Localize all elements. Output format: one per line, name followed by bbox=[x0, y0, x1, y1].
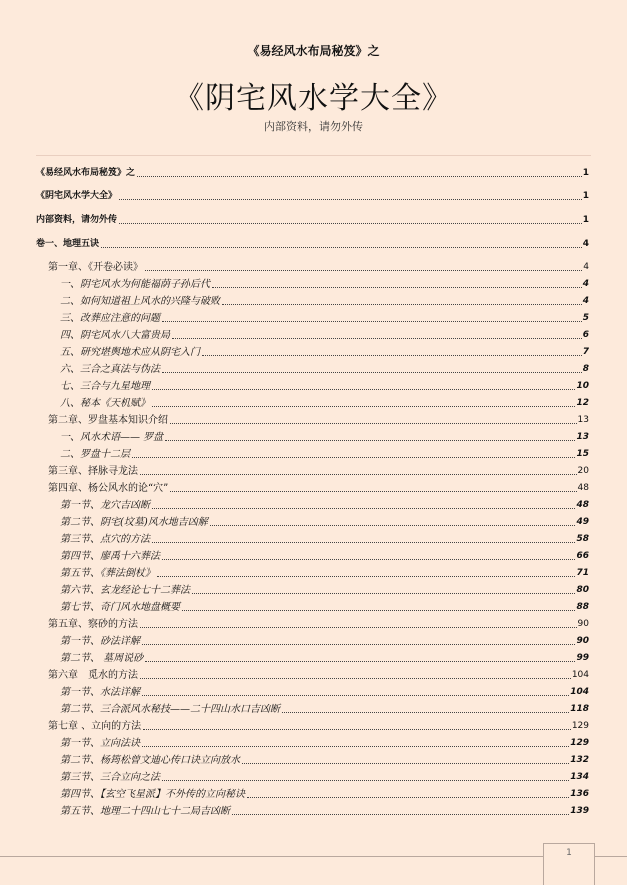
toc-entry-page: 139 bbox=[570, 806, 589, 816]
toc-dot-leader bbox=[222, 304, 582, 305]
toc-entry-title: 二、如何知道祖上风水的兴隆与破败 bbox=[60, 296, 220, 307]
toc-entry-page: 136 bbox=[570, 789, 589, 799]
toc-entry-page: 8 bbox=[582, 364, 589, 374]
toc-entry[interactable] bbox=[36, 568, 589, 579]
toc-entry[interactable] bbox=[36, 483, 589, 494]
toc-entry-page: 10 bbox=[576, 381, 589, 391]
toc-entry[interactable] bbox=[36, 585, 589, 596]
toc-dot-leader bbox=[143, 729, 571, 730]
page-number-tab bbox=[543, 843, 595, 885]
toc-entry-title: 第七章 、立向的方法 bbox=[48, 721, 142, 732]
toc-entry[interactable] bbox=[36, 738, 589, 749]
toc-entry[interactable] bbox=[36, 806, 589, 817]
toc-dot-leader bbox=[170, 423, 577, 424]
toc-entry-title: 第四章、杨公风水的论“穴” bbox=[48, 483, 169, 494]
main-title: 《阴宅风水学大全》 bbox=[174, 81, 453, 116]
toc-dot-leader bbox=[140, 678, 571, 679]
toc-entry-page: 15 bbox=[576, 449, 589, 459]
toc-entry[interactable] bbox=[36, 313, 589, 324]
toc-entry-page: 4 bbox=[582, 296, 589, 306]
toc-entry-title: 三、改葬应注意的问题 bbox=[60, 313, 160, 324]
toc-dot-leader bbox=[140, 627, 577, 628]
toc-entry-title: 卷一、地理五诀 bbox=[36, 239, 100, 249]
toc-entry-page: 1 bbox=[582, 215, 589, 225]
toc-dot-leader bbox=[162, 780, 569, 781]
toc-dot-leader bbox=[119, 199, 582, 200]
toc-entry-page: 13 bbox=[577, 415, 589, 425]
toc-entry-title: 二、罗盘十二层 bbox=[60, 449, 130, 460]
toc-entry[interactable] bbox=[36, 704, 589, 715]
toc-entry-page: 1 bbox=[582, 168, 589, 178]
toc-entry[interactable] bbox=[36, 279, 589, 290]
toc-dot-leader bbox=[145, 661, 575, 662]
toc-entry-page: 134 bbox=[570, 772, 589, 782]
toc-entry[interactable] bbox=[36, 602, 589, 613]
toc-entry-title: 第三节、三合立向之法 bbox=[60, 772, 160, 783]
toc-entry[interactable] bbox=[36, 215, 589, 226]
toc-dot-leader bbox=[152, 406, 575, 407]
toc-entry[interactable] bbox=[36, 551, 589, 562]
toc-entry[interactable] bbox=[36, 347, 589, 358]
toc-entry-page: 20 bbox=[577, 466, 589, 476]
toc-dot-leader bbox=[162, 559, 575, 560]
toc-entry[interactable] bbox=[36, 636, 589, 647]
toc-entry-page: 132 bbox=[570, 755, 589, 765]
toc-entry-page: 104 bbox=[571, 670, 589, 680]
toc-entry-title: 一、阴宅风水为何能福荫子孙后代 bbox=[60, 279, 210, 290]
toc-entry[interactable] bbox=[36, 398, 589, 409]
toc-entry-title: 第六章 觅水的方法 bbox=[48, 670, 138, 681]
toc-entry-page: 4 bbox=[583, 262, 589, 272]
toc-dot-leader bbox=[137, 176, 582, 177]
toc-entry[interactable] bbox=[36, 364, 589, 375]
toc-entry-title: 第五节、《葬法倒杖》 bbox=[60, 568, 155, 579]
toc-entry-title: 第二节、三合派风水秘技——二十四山水口吉凶断 bbox=[60, 704, 280, 715]
toc-dot-leader bbox=[162, 372, 582, 373]
toc-dot-leader bbox=[202, 355, 582, 356]
toc-entry-page: 66 bbox=[576, 551, 589, 561]
toc-entry-page: 58 bbox=[576, 534, 589, 544]
toc-entry[interactable] bbox=[36, 432, 589, 443]
toc-entry-page: 104 bbox=[570, 687, 589, 697]
toc-entry[interactable] bbox=[36, 381, 589, 392]
toc-entry-page: 13 bbox=[576, 432, 589, 442]
toc-dot-leader bbox=[140, 474, 577, 475]
toc-entry-title: 第二节、 墓周说砂 bbox=[60, 653, 144, 664]
toc-entry-page: 48 bbox=[577, 483, 589, 493]
toc-entry-page: 12 bbox=[576, 398, 589, 408]
toc-entry-title: 第五章、察砂的方法 bbox=[48, 619, 138, 630]
toc-entry-page: 7 bbox=[582, 347, 589, 357]
toc-dot-leader bbox=[142, 644, 575, 645]
toc-entry-title: 第七节、奇门风水地盘概要 bbox=[60, 602, 180, 613]
header-divider bbox=[36, 155, 591, 156]
toc-dot-leader bbox=[247, 797, 569, 798]
toc-dot-leader bbox=[170, 491, 576, 492]
toc-entry-page: 71 bbox=[576, 568, 589, 578]
toc-dot-leader bbox=[232, 814, 569, 815]
toc-entry[interactable] bbox=[36, 687, 589, 698]
toc-entry[interactable] bbox=[36, 534, 589, 545]
toc-entry-page: 49 bbox=[576, 517, 589, 527]
toc-entry[interactable] bbox=[36, 772, 589, 783]
toc-dot-leader bbox=[152, 508, 575, 509]
toc-entry-title: 《易经风水布局秘笈》之 bbox=[36, 168, 136, 178]
toc-entry[interactable] bbox=[36, 330, 589, 341]
toc-entry[interactable] bbox=[36, 466, 589, 477]
toc-entry-page: 80 bbox=[576, 585, 589, 595]
toc-entry[interactable] bbox=[36, 449, 589, 460]
toc-dot-leader bbox=[165, 440, 575, 441]
toc-entry-title: 第一节、砂法详解 bbox=[60, 636, 140, 647]
toc-dot-leader bbox=[152, 542, 575, 543]
toc-entry-title: 内部资料，请勿外传 bbox=[36, 215, 118, 225]
toc-entry[interactable] bbox=[36, 500, 589, 511]
toc-entry[interactable] bbox=[36, 168, 589, 179]
toc-dot-leader bbox=[282, 712, 569, 713]
toc-entry-title: 第四节、【玄空飞星派】不外传的立向秘诀 bbox=[60, 789, 245, 800]
toc-dot-leader bbox=[210, 525, 576, 526]
toc-entry-title: 一、风水术语—— 罗盘 bbox=[60, 432, 164, 443]
toc-entry-title: 四、阴宅风水八大富贵局 bbox=[60, 330, 170, 341]
toc-entry-title: 第五节、地理二十四山七十二局吉凶断 bbox=[60, 806, 230, 817]
toc-entry[interactable] bbox=[36, 517, 589, 528]
page-number: 1 bbox=[566, 848, 572, 858]
toc-entry-title: 第二章、罗盘基本知识介绍 bbox=[48, 415, 168, 426]
toc-entry[interactable] bbox=[36, 262, 589, 273]
toc-entry-title: 第六节、玄龙经论七十二葬法 bbox=[60, 585, 190, 596]
toc-entry-title: 第二节、杨筠松曾文迪心传口诀立向放水 bbox=[60, 755, 240, 766]
toc-entry-title: 七、三合与九星地理 bbox=[60, 381, 150, 392]
toc-dot-leader bbox=[157, 576, 575, 577]
toc-dot-leader bbox=[142, 695, 569, 696]
toc-entry[interactable] bbox=[36, 789, 589, 800]
toc-entry-page: 1 bbox=[582, 191, 589, 201]
toc-dot-leader bbox=[242, 763, 569, 764]
toc-entry[interactable] bbox=[36, 670, 589, 681]
toc-entry-title: 六、三合之真法与伪法 bbox=[60, 364, 160, 375]
footer-divider bbox=[0, 856, 627, 857]
toc-entry-page: 118 bbox=[570, 704, 589, 714]
toc-dot-leader bbox=[101, 247, 582, 248]
toc-dot-leader bbox=[119, 223, 582, 224]
series-title: 《易经风水布局秘笈》之 bbox=[247, 44, 380, 58]
toc-entry-page: 90 bbox=[577, 619, 589, 629]
toc-dot-leader bbox=[132, 457, 575, 458]
toc-entry-title: 第三章、择脉寻龙法 bbox=[48, 466, 138, 477]
toc-entry-title: 第一章、《开卷必读》 bbox=[48, 262, 143, 273]
toc-entry-page: 90 bbox=[576, 636, 589, 646]
toc-dot-leader bbox=[152, 389, 575, 390]
toc-dot-leader bbox=[212, 287, 582, 288]
toc-entry-title: 五、研究堪舆地术应从阴宅入门 bbox=[60, 347, 200, 358]
toc-entry-page: 6 bbox=[582, 330, 589, 340]
toc-entry[interactable] bbox=[36, 239, 589, 250]
toc-entry-page: 5 bbox=[582, 313, 589, 323]
toc-entry-title: 八、秘本《天机赋》 bbox=[60, 398, 150, 409]
toc-dot-leader bbox=[192, 593, 575, 594]
toc-entry-title: 第一节、水法详解 bbox=[60, 687, 140, 698]
subtitle: 内部资料，请勿外传 bbox=[264, 120, 363, 133]
toc-entry[interactable] bbox=[36, 191, 589, 202]
toc-entry-page: 129 bbox=[570, 738, 589, 748]
toc-entry-title: 第一节、龙穴吉凶断 bbox=[60, 500, 150, 511]
toc-entry[interactable] bbox=[36, 721, 589, 732]
toc-entry-page: 4 bbox=[582, 239, 589, 249]
toc-entry[interactable] bbox=[36, 755, 589, 766]
toc-entry[interactable] bbox=[36, 415, 589, 426]
toc-entry[interactable] bbox=[36, 653, 589, 664]
toc-entry[interactable] bbox=[36, 296, 589, 307]
toc-dot-leader bbox=[182, 610, 575, 611]
toc-dot-leader bbox=[142, 746, 569, 747]
toc-entry-page: 88 bbox=[576, 602, 589, 612]
toc-entry-title: 第二节、阴宅(坟墓)风水地吉凶解 bbox=[60, 517, 208, 528]
toc-entry-page: 129 bbox=[571, 721, 589, 731]
toc-dot-leader bbox=[145, 270, 582, 271]
toc-dot-leader bbox=[172, 338, 582, 339]
toc-dot-leader bbox=[162, 321, 582, 322]
toc-entry-title: 第三节、点穴的方法 bbox=[60, 534, 150, 545]
toc-entry-page: 48 bbox=[576, 500, 589, 510]
toc-entry-page: 4 bbox=[582, 279, 589, 289]
toc-entry-page: 99 bbox=[576, 653, 589, 663]
toc-entry-title: 第四节、廖禹十六葬法 bbox=[60, 551, 160, 562]
toc-entry[interactable] bbox=[36, 619, 589, 630]
toc-entry-title: 第一节、立向法诀 bbox=[60, 738, 140, 749]
toc-entry-title: 《阴宅风水学大全》 bbox=[36, 191, 118, 201]
